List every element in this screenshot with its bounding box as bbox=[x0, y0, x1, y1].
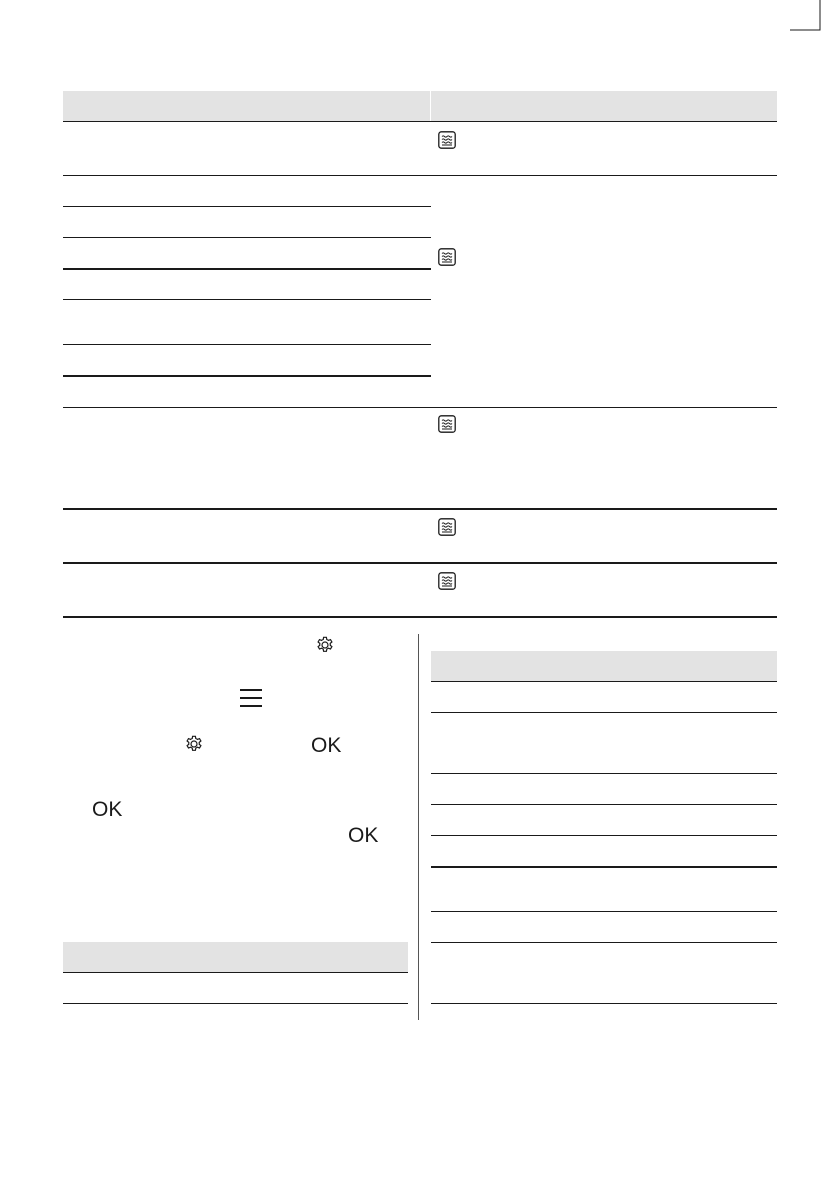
table-rule bbox=[431, 942, 777, 943]
right-table-header-row bbox=[431, 651, 777, 681]
steam-function-icon bbox=[438, 131, 456, 149]
table-rule bbox=[431, 804, 777, 805]
column-divider bbox=[418, 634, 419, 1020]
settings-gear-icon bbox=[184, 734, 204, 754]
table-rule bbox=[63, 407, 777, 408]
table-rule bbox=[431, 773, 777, 774]
table-rule bbox=[63, 344, 431, 345]
settings-gear-icon bbox=[315, 635, 335, 655]
table-rule bbox=[63, 121, 777, 122]
steam-function-icon bbox=[438, 415, 456, 433]
table-rule bbox=[63, 299, 431, 300]
ok-key-symbol: OK bbox=[92, 798, 123, 821]
table-rule bbox=[63, 268, 431, 270]
steam-function-icon bbox=[438, 518, 456, 536]
table-rule bbox=[63, 375, 431, 377]
ok-key-symbol: OK bbox=[311, 734, 342, 757]
table-rule bbox=[63, 508, 777, 510]
table-rule bbox=[63, 175, 777, 176]
table-rule bbox=[63, 562, 777, 564]
table-rule bbox=[431, 866, 777, 868]
table-rule bbox=[431, 835, 777, 836]
table-rule bbox=[63, 237, 431, 238]
table-rule bbox=[63, 1003, 408, 1004]
menu-icon bbox=[240, 688, 262, 708]
table-rule bbox=[431, 681, 777, 682]
table-rule bbox=[431, 911, 777, 912]
table-header-row bbox=[63, 91, 777, 121]
ok-key-symbol: OK bbox=[348, 824, 379, 847]
table-rule bbox=[431, 1003, 777, 1004]
left-table-header-row bbox=[63, 942, 408, 972]
crop-mark bbox=[790, 0, 830, 45]
table-rule bbox=[63, 972, 408, 973]
table-rule bbox=[63, 206, 431, 207]
steam-function-icon bbox=[438, 572, 456, 590]
table-rule bbox=[63, 616, 777, 618]
table-rule bbox=[431, 712, 777, 713]
steam-function-icon bbox=[438, 248, 456, 266]
header-divider bbox=[430, 91, 431, 121]
